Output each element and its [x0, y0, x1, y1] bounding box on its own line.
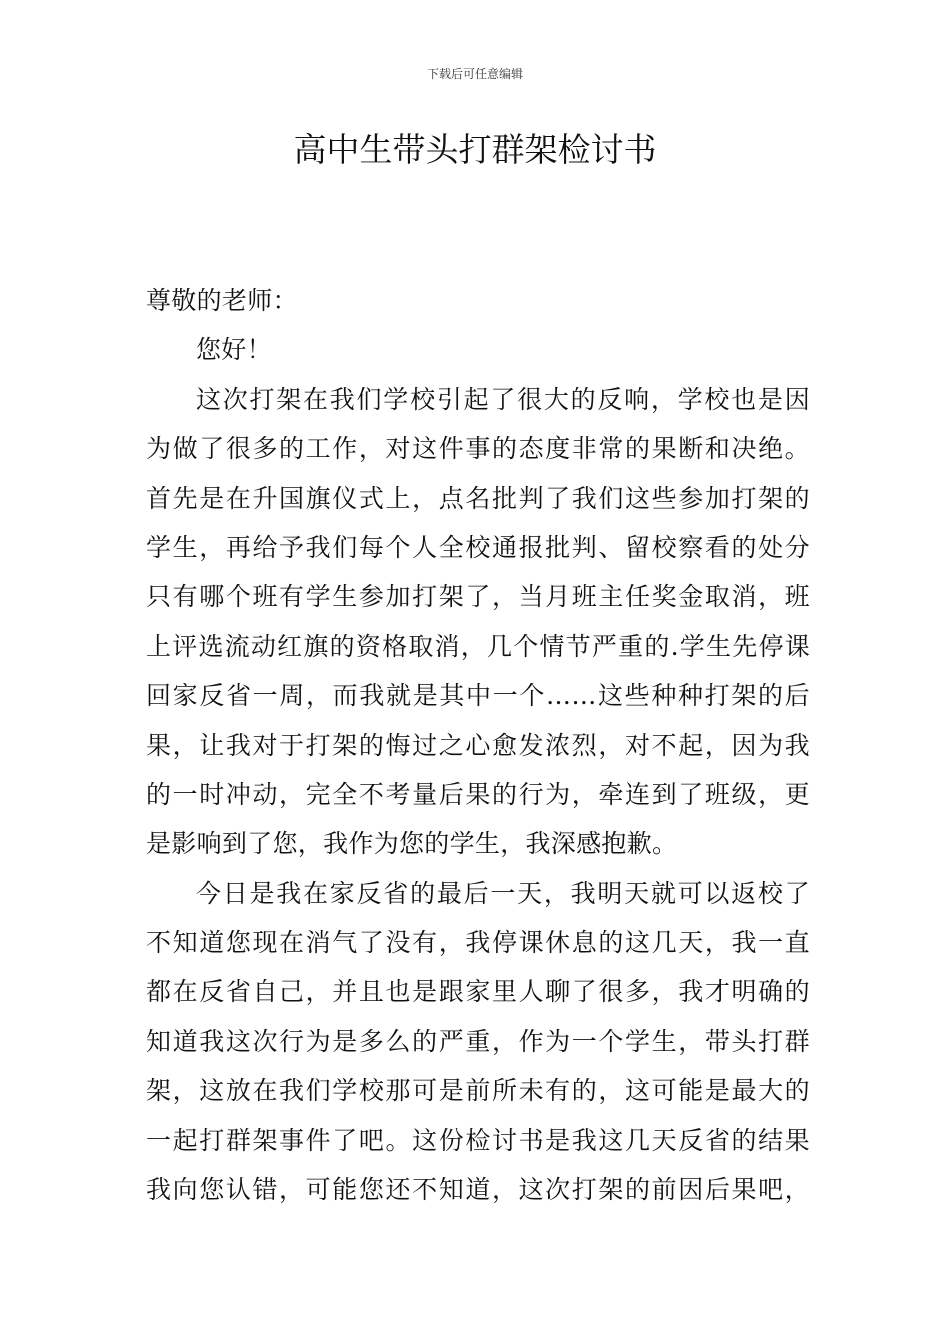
paragraph-line: 上评选流动红旗的资格取消，几个情节严重的.学生先停课	[146, 631, 810, 661]
paragraph-line: 这次打架在我们学校引起了很大的反响，学校也是因	[196, 384, 810, 414]
paragraph-1	[146, 375, 810, 869]
document-body	[146, 276, 810, 1214]
document-title: 高中生带头打群架检讨书	[293, 130, 657, 169]
paragraph-line: 的一时冲动，完全不考量后果的行为，牵连到了班级，更	[146, 779, 810, 809]
paragraph-line: 为做了很多的工作，对这件事的态度非常的果断和决绝。	[146, 434, 810, 464]
paragraph-line: 一起打群架事件了吧。这份检讨书是我这几天反省的结果	[146, 1125, 810, 1155]
paragraph-2	[146, 869, 810, 1215]
paragraph-line: 架，这放在我们学校那可是前所未有的，这可能是最大的	[146, 1076, 810, 1106]
paragraph-line: 都在反省自己，并且也是跟家里人聊了很多，我才明确的	[146, 977, 810, 1007]
paragraph-line: 今日是我在家反省的最后一天，我明天就可以返校了	[196, 878, 810, 908]
paragraph-line: 果，让我对于打架的悔过之心愈发浓烈，对不起，因为我	[146, 730, 810, 760]
paragraph-line: 知道我这次行为是多么的严重，作为一个学生，带头打群	[146, 1026, 810, 1056]
paragraph-line: 只有哪个班有学生参加打架了，当月班主任奖金取消，班	[146, 582, 810, 612]
salutation: 尊敬的老师：	[146, 286, 298, 315]
header-note: 下载后可任意编辑	[426, 67, 523, 81]
paragraph-line: 首先是在升国旗仪式上，点名批判了我们这些参加打架的	[146, 483, 810, 513]
paragraph-line: 我向您认错，可能您还不知道，这次打架的前因后果吧，	[146, 1175, 810, 1205]
paragraph-line: 学生，再给予我们每个人全校通报批判、留校察看的处分	[146, 532, 810, 562]
paragraph-line: 回家反省一周，而我就是其中一个……这些种种打架的后	[146, 681, 810, 711]
greeting: 您好！	[196, 335, 272, 365]
paragraph-line: 不知道您现在消气了没有，我停课休息的这几天，我一直	[146, 928, 810, 958]
paragraph-line: 是影响到了您，我作为您的学生，我深感抱歉。	[146, 829, 678, 859]
